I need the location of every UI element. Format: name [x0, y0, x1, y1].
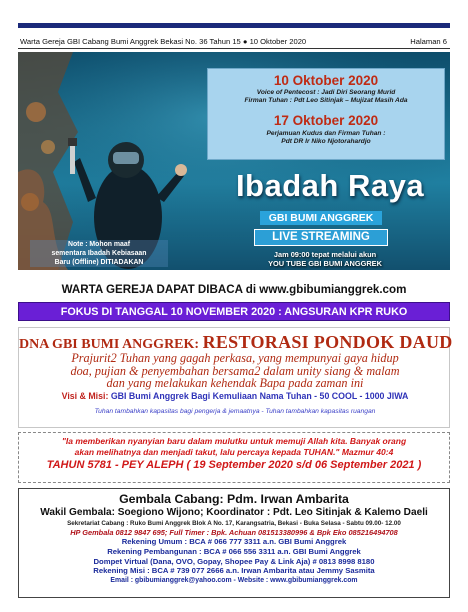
header-title: Warta Gereja GBI Cabang Bumi Anggrek Bekasi No. 36 Tahun 15 ● 10 Oktober 2020: [20, 37, 307, 46]
church-info-box: [18, 488, 450, 598]
dna-title-prefix: DNA GBI BUMI ANGGREK:: [19, 337, 203, 352]
voice-of-pentecost: Voice of Pentecost : Jadi Diri Seorang Murid: [256, 89, 396, 96]
fokus-banner: FOKUS DI TANGGAL 10 NOVEMBER 2020 : ANGSURAN KPR RUKO: [18, 302, 450, 321]
live-streaming-badge: LIVE STREAMING: [254, 229, 388, 246]
pastor-name: Gembala Cabang: Pdm. Irwan Ambarita: [119, 492, 349, 506]
church-name-band: GBI BUMI ANGGREK: [260, 211, 382, 225]
note-line-2: sementara Ibadah Kebiasaan: [51, 250, 147, 257]
page-number: Halaman 6: [410, 37, 447, 46]
verse-line-2: akan melihatnya dan menjadi takut, lalu percaya kepada TUHAN." Mazmur 40:4: [74, 447, 394, 457]
streaming-time: [240, 250, 410, 268]
dna-line-1: Prajurit2 Tuhan yang gagah perkasa, yang mempunyai gaya hidup: [71, 351, 399, 365]
note-line-3: Baru (Offline) DITIADAKAN: [54, 259, 144, 266]
dna-body: [19, 352, 451, 390]
perjamuan-kudus: Perjamuan Kudus dan Firman Tuhan :: [266, 130, 386, 137]
visi-misi: [19, 391, 451, 401]
preacher-2: Pdt DR Ir Niko Njotorahardjo: [281, 138, 371, 145]
event-date-1: 10 Oktober 2020: [273, 73, 379, 88]
secretariat-address: Sekretariat Cabang : Ruko Bumi Anggrek Blok A No. 17, Karangsatria, Bekasi - Buka Selasa - Sabtu 09.00- 12.00: [67, 520, 401, 527]
streaming-time-line-1: Jam 09:00 tepat melalui akun: [273, 250, 377, 259]
offline-note: [30, 240, 168, 267]
prayer-line: Tuhan tambahkan kapasitas bagi pengerja & jemaatnya - Tuhan tambahkan kapasitas ruangan: [94, 408, 376, 415]
year-theme: TAHUN 5781 - PEY ALEPH ( 19 September 2020 s/d 06 September 2021 ): [46, 459, 422, 471]
event-dates-box: [207, 68, 445, 160]
verse-line-1: "Ia memberikan nyanyian baru dalam mulutku untuk memuji Allah kita. Banyak orang: [61, 436, 407, 446]
dna-title-main: RESTORASI PONDOK DAUD: [202, 332, 453, 352]
dna-line-2: doa, pujian & penyembahan bersama2 dalam unity siang & malam: [70, 363, 400, 378]
note-line-1: Note : Mohon maaf: [67, 241, 130, 248]
scripture-box: [18, 432, 450, 483]
top-rule: [18, 23, 450, 28]
account-building: Rekening Pembangunan : BCA # 066 556 3311 a.n. GBI Bumi Anggrek: [107, 546, 361, 556]
contact-phones: HP Gembala 0812 9847 695; Full Timer : Bpk. Achuan 081513380996 & Bpk Eko 085216494708: [70, 528, 398, 537]
dna-line-3: dan yang melakukan kehendak Bapa pada zaman ini: [106, 376, 364, 390]
email-website: Email : gbibumianggrek@yahoo.com - Website : www.gbibumianggrek.com: [110, 577, 358, 585]
virtual-wallet: Dompet Virtual (Dana, OVO, Gopay, Shopee Pay & Link Aja) # 0813 8998 8180: [93, 556, 375, 566]
firman-1: Firman Tuhan : Pdt Leo Sitinjak – Mujizat Masih Ada: [244, 97, 408, 104]
ibadah-raya-title: Ibadah Raya: [235, 168, 425, 203]
event-date-2: 17 Oktober 2020: [273, 113, 379, 128]
streaming-time-line-2: YOU TUBE GBI BUMI ANGGREK: [268, 259, 382, 268]
account-mission: Rekening Misi : BCA # 739 077 2666 a.n. Irwan Ambarita atau Jemmy Sasmita: [93, 566, 375, 576]
dna-section: [18, 327, 453, 428]
associate-pastors: Wakil Gembala: Soegiono Wijono; Koordinator : Pdt. Leo Sitinjak & Kalemo Daeli: [40, 507, 428, 518]
account-general: Rekening Umum : BCA # 066 777 3311 a.n. GBI Bumi Anggrek: [121, 537, 347, 546]
visi-text: GBI Bumi Anggrek Bagi Kemuliaan Nama Tuhan - 50 COOL - 1000 JIWA: [110, 391, 409, 401]
dna-title: [19, 332, 451, 353]
website-notice: WARTA GEREJA DAPAT DIBACA di www.gbibumianggrek.com: [61, 283, 407, 296]
page-header: [18, 35, 450, 49]
visi-label: Visi & Misi:: [61, 391, 111, 401]
